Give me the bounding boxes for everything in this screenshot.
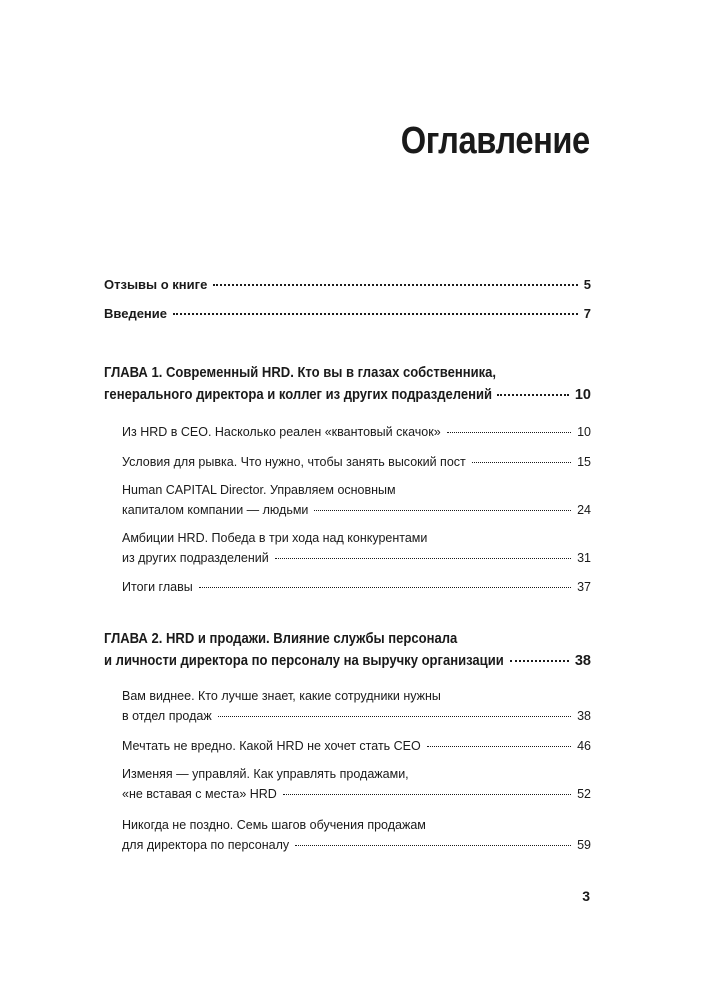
toc-entry-title: Human CAPITAL Director. Управляем основным bbox=[122, 483, 396, 497]
toc-page-number: 37 bbox=[577, 580, 591, 594]
toc-page-number: 15 bbox=[577, 455, 591, 469]
toc-entry-introduction[interactable] bbox=[104, 304, 591, 324]
toc-section-human-capital[interactable] bbox=[122, 480, 591, 520]
toc-section-conditions[interactable] bbox=[122, 452, 591, 472]
toc-entry-title: Отзывы о книге bbox=[104, 277, 208, 292]
dot-leader bbox=[497, 394, 569, 396]
dot-leader bbox=[218, 716, 571, 717]
dot-leader bbox=[472, 462, 571, 463]
toc-entry-title: Никогда не поздно. Семь шагов обучения продажам bbox=[122, 818, 426, 832]
toc-entry-title: Введение bbox=[104, 306, 167, 321]
toc-section-manage-sales[interactable] bbox=[122, 764, 591, 804]
dot-leader bbox=[447, 432, 571, 433]
toc-section-dreaming[interactable] bbox=[122, 736, 591, 756]
toc-page-number: 24 bbox=[577, 503, 591, 517]
toc-page-number: 7 bbox=[583, 306, 591, 321]
toc-page-number: 5 bbox=[583, 277, 591, 292]
toc-page-number: 31 bbox=[577, 551, 591, 565]
dot-leader bbox=[314, 510, 571, 511]
page-number: 3 bbox=[582, 888, 590, 904]
toc-page-number: 38 bbox=[577, 709, 591, 723]
dot-leader bbox=[510, 660, 569, 662]
toc-entry-title: Из HRD в CEO. Насколько реален «квантовый скачок» bbox=[122, 425, 441, 439]
toc-entry-title: Мечтать не вредно. Какой HRD не хочет стать CEO bbox=[122, 739, 421, 753]
toc-entry-title-cont: капиталом компании — людьми bbox=[122, 503, 309, 517]
toc-section-seven-steps[interactable] bbox=[122, 815, 591, 855]
toc-entry-title: Амбиции HRD. Победа в три хода над конкурентами bbox=[122, 531, 428, 545]
toc-entry-title: Условия для рывка. Что нужно, чтобы занять высокий пост bbox=[122, 455, 466, 469]
dot-leader bbox=[295, 845, 571, 846]
toc-entry-title: Итоги главы bbox=[122, 580, 193, 594]
toc-section-summary[interactable] bbox=[122, 577, 591, 597]
toc-entry-reviews[interactable] bbox=[104, 275, 591, 295]
toc-page-number: 10 bbox=[577, 425, 591, 439]
toc-entry-title-cont: «не вставая с места» HRD bbox=[122, 787, 277, 801]
toc-entry-title-cont: генерального директора и коллег из других подразделений bbox=[104, 387, 493, 403]
dot-leader bbox=[213, 284, 577, 286]
toc-entry-title-cont: в отдел продаж bbox=[122, 709, 212, 723]
toc-page-number: 10 bbox=[574, 387, 591, 403]
toc-section-sales-staff[interactable] bbox=[122, 686, 591, 726]
toc-section-hrd-to-ceo[interactable] bbox=[122, 422, 591, 442]
dot-leader bbox=[275, 558, 571, 559]
toc-page-number: 52 bbox=[577, 787, 591, 801]
page-title: Оглавление bbox=[400, 120, 590, 162]
dot-leader bbox=[427, 746, 571, 747]
dot-leader bbox=[173, 313, 578, 315]
toc-entry-title: ГЛАВА 1. Современный HRD. Кто вы в глазах собственника, bbox=[104, 365, 497, 381]
dot-leader bbox=[283, 794, 571, 795]
toc-section-ambitions[interactable] bbox=[122, 528, 591, 568]
toc-page-number: 59 bbox=[577, 838, 591, 852]
toc-chapter-2[interactable] bbox=[104, 628, 591, 672]
toc-page-number: 46 bbox=[577, 739, 591, 753]
toc-entry-title-cont: и личности директора по персоналу на выручку организации bbox=[104, 653, 504, 669]
toc-entry-title: Изменяя — управляй. Как управлять продажами, bbox=[122, 767, 409, 781]
dot-leader bbox=[199, 587, 571, 588]
toc-entry-title-cont: из других подразделений bbox=[122, 551, 269, 565]
toc-entry-title-cont: для директора по персоналу bbox=[122, 838, 290, 852]
toc-entry-title: Вам виднее. Кто лучше знает, какие сотрудники нужны bbox=[122, 689, 441, 703]
toc-entry-title: ГЛАВА 2. HRD и продажи. Влияние службы персонала bbox=[104, 631, 458, 647]
toc-chapter-1[interactable] bbox=[104, 362, 591, 406]
toc-page-number: 38 bbox=[574, 653, 591, 669]
